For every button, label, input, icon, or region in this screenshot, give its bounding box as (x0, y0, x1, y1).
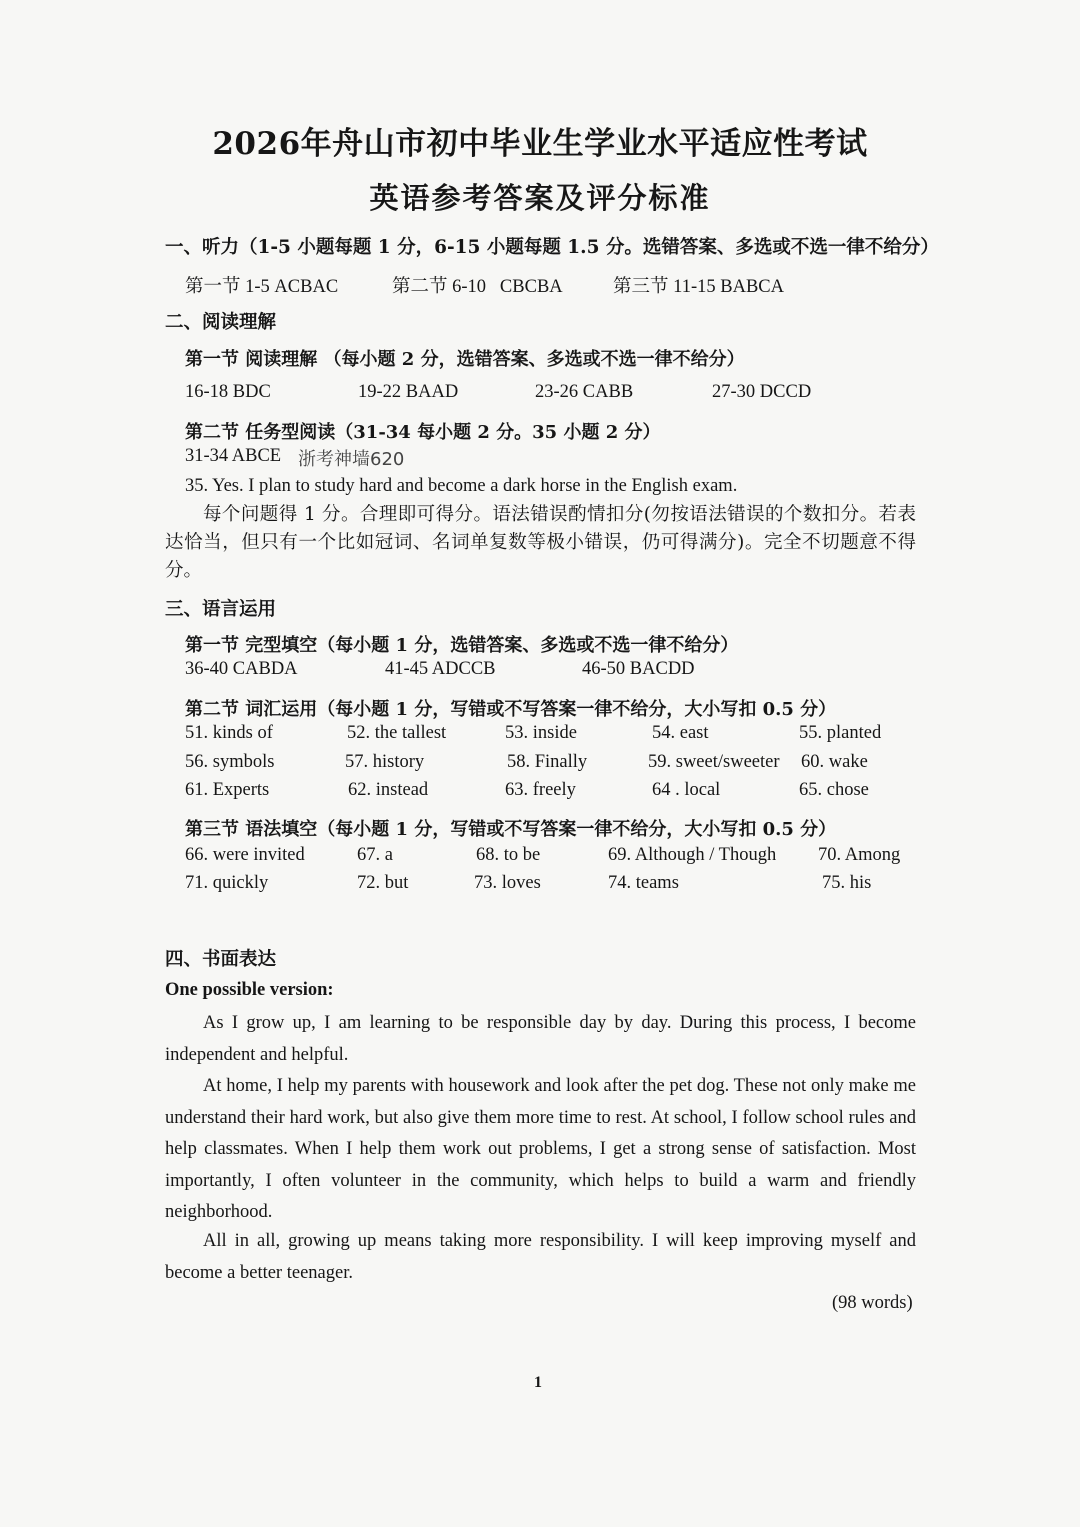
answer-item: 75. his (822, 873, 872, 893)
part4-heading: 四、书面表达 (165, 949, 277, 970)
part3-s1-heading: 第一节 完型填空（每小题 1 分，选错答案、多选或不选一律不给分） (185, 635, 739, 656)
part1-item-2 (392, 272, 563, 298)
answer-group: 27-30 DCCD (712, 382, 812, 402)
answer-group: 19-22 BAAD (358, 382, 459, 402)
answer-item: 54. east (652, 723, 709, 743)
exam-title: 2026年舟山市初中毕业生学业水平适应性考试 (212, 126, 868, 162)
part1-item-3-answers: 11-15 BABCA (673, 277, 784, 297)
part2-s1-heading: 第一节 阅读理解 （每小题 2 分，选错答案、多选或不选一律不给分） (185, 349, 745, 370)
q35-scoring-note: 每个问题得 1 分。合理即可得分。语法错误酌情扣分(勿按语法错误的个数扣分。若表达恰当，但只有一个比如冠词、名词单复数等极小错误，仍可得满分)。完全不切题意不得分。 (165, 504, 916, 581)
answer-group: 31-34 ABCE (185, 446, 282, 466)
part1-item-1-label: 第一节 (185, 277, 241, 297)
answer-item: 60. wake (801, 752, 868, 772)
answer-item: 72. but (357, 873, 409, 893)
part3-s3-heading: 第三节 语法填空（每小题 1 分，写错或不写答案一律不给分，大小写扣 0.5 分） (185, 819, 837, 840)
word-count: (98 words) (832, 1293, 913, 1313)
watermark-text: 浙考神墙620 (298, 449, 405, 470)
part1-heading: 一、听力（1-5 小题每题 1 分，6-15 小题每题 1.5 分。选错答案、多选或不选一律不给分） (165, 237, 939, 258)
part1-item-3 (613, 272, 784, 298)
answer-item: 68. to be (476, 845, 541, 865)
answer-item: 52. the tallest (347, 723, 447, 743)
answer-item: 56. symbols (185, 752, 275, 772)
essay-paragraph-1: As I grow up, I am learning to be responsible day by day. During this process, I become independent and helpful. (165, 1013, 916, 1065)
essay-paragraph-3: All in all, growing up means taking more responsibility. I will keep improving myself and become a better teenager. (165, 1231, 916, 1283)
answer-item: 70. Among (818, 845, 901, 865)
answer-item: 71. quickly (185, 873, 269, 893)
answer-item: 53. inside (505, 723, 577, 743)
answer-item: 69. Although / Though (608, 845, 777, 865)
answer-item: 62. instead (348, 780, 429, 800)
answer-item: 51. kinds of (185, 723, 273, 743)
q35-answer: 35. Yes. I plan to study hard and become a dark horse in the English exam. (185, 476, 738, 496)
answer-key-subtitle: 英语参考答案及评分标准 (369, 181, 711, 215)
answer-group: 23-26 CABB (535, 382, 634, 402)
answer-group: 36-40 CABDA (185, 659, 298, 679)
answer-item: 74. teams (608, 873, 679, 893)
part1-item-2-answers: 6-10 CBCBA (452, 277, 563, 297)
answer-item: 65. chose (799, 780, 869, 800)
answer-item: 66. were invited (185, 845, 305, 865)
part1-item-1-answers: 1-5 ACBAC (245, 277, 339, 297)
answer-item: 64 . local (652, 780, 721, 800)
answer-item: 58. Finally (507, 752, 588, 772)
answer-group: 16-18 BDC (185, 382, 271, 402)
answer-item: 57. history (345, 752, 425, 772)
part2-heading: 二、阅读理解 (165, 312, 277, 333)
part1-item-1 (185, 272, 338, 298)
answer-item: 63. freely (505, 780, 576, 800)
part1-item-3-label: 第三节 (613, 277, 669, 297)
part2-s2-heading: 第二节 任务型阅读（31-34 每小题 2 分。35 小题 2 分） (185, 422, 661, 443)
answer-item: 67. a (357, 845, 393, 865)
answer-item: 55. planted (799, 723, 882, 743)
answer-item: 59. sweet/sweeter (648, 752, 780, 772)
answer-item: 73. loves (474, 873, 541, 893)
page-number: 1 (534, 1374, 542, 1391)
answer-group: 41-45 ADCCB (385, 659, 496, 679)
sample-essay-label: One possible version: (165, 980, 334, 1000)
answer-item: 61. Experts (185, 780, 270, 800)
essay-paragraph-2: At home, I help my parents with housework and look after the pet dog. These not only make me understand their hard work, but also give them more time to rest. At school, I follow school rules and help classmates. When I help them work out problems, I get a strong sense of satisfaction. Most importantly, I often volunteer in the community, which helps to build a warm and friendly neighborhood. (165, 1076, 916, 1222)
part1-item-2-label: 第二节 (392, 277, 448, 297)
part3-heading: 三、语言运用 (165, 599, 277, 620)
answer-group: 46-50 BACDD (582, 659, 695, 679)
part3-s2-heading: 第二节 词汇运用（每小题 1 分，写错或不写答案一律不给分，大小写扣 0.5 分） (185, 699, 837, 720)
